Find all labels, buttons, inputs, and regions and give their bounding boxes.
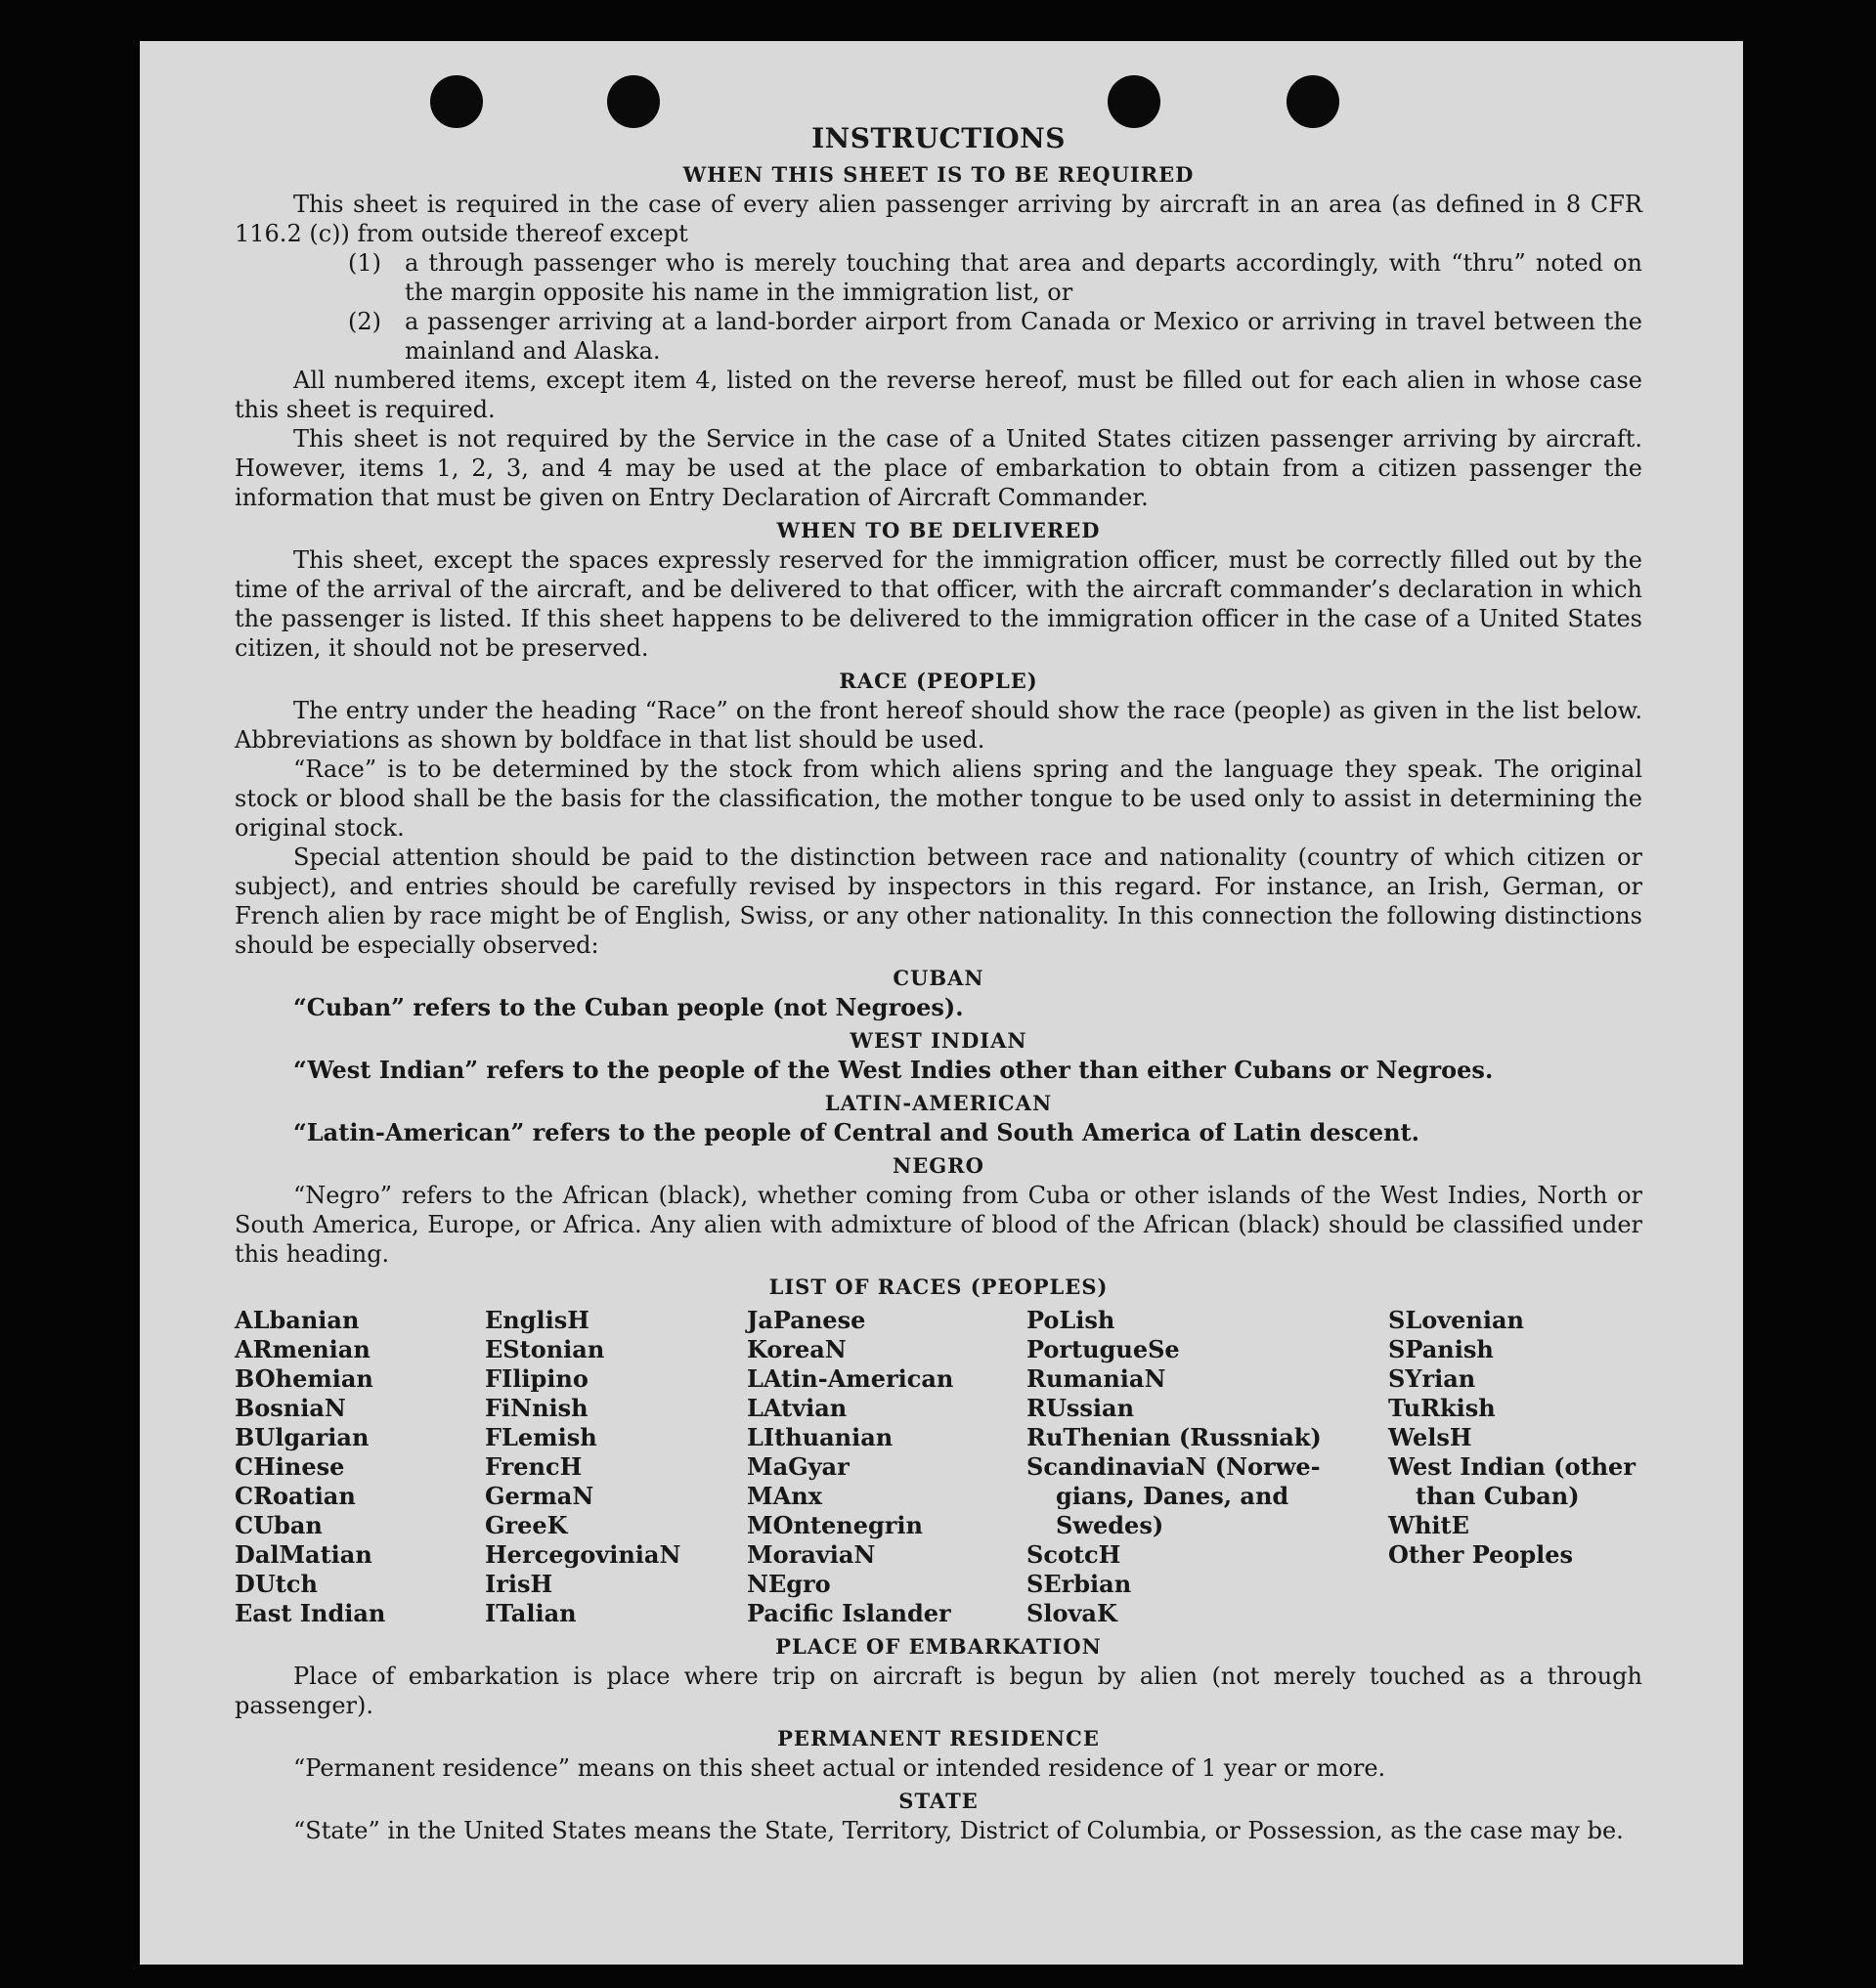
list-item <box>348 307 1642 366</box>
race-entry: ScandinaviaN (Norwe- <box>1026 1452 1321 1481</box>
section-race <box>235 667 1642 960</box>
section-heading: WEST INDIAN <box>850 1028 1027 1053</box>
race-entry: ScotcH <box>1026 1540 1121 1569</box>
race-entry: gians, Danes, and <box>1056 1482 1289 1510</box>
race-entry: ITalian <box>485 1599 577 1627</box>
race-entry: BUlgarian <box>235 1423 370 1451</box>
paragraph: “Latin-American” refers to the people of Central and South America of Latin descent. <box>293 1118 1419 1146</box>
item-text: a passenger arriving at a land-border airport from Canada or Mexico or arriving in travel between the mainland and Alaska. <box>405 308 1642 365</box>
section-heading: PLACE OF EMBARKATION <box>775 1634 1102 1659</box>
paragraph: “State” in the United States means the State, Territory, District of Columbia, or Possession, as the case may be. <box>293 1817 1624 1844</box>
race-entry: CUban <box>235 1511 323 1539</box>
race-entry: FrencH <box>485 1452 583 1481</box>
section-heading: WHEN THIS SHEET IS TO BE REQUIRED <box>682 162 1195 187</box>
punch-hole <box>1287 75 1339 128</box>
section-heading: LIST OF RACES (PEOPLES) <box>768 1275 1109 1299</box>
paragraph: “Negro” refers to the African (black), whether coming from Cuba or other islands of the West Indies, North or South America, Europe, or Africa. Any alien with admixture of blood of the African (black) should be classified under this heading. <box>235 1182 1642 1268</box>
section-heading: CUBAN <box>893 966 984 990</box>
race-entry: FiNnish <box>485 1394 589 1422</box>
punch-hole <box>607 75 660 128</box>
section-permanent-residence <box>235 1724 1642 1783</box>
paragraph: Place of embarkation is place where trip on aircraft is begun by alien (not merely touched as a through passenger). <box>235 1663 1642 1719</box>
race-entry: SErbian <box>1026 1570 1132 1598</box>
race-entry: LAtvian <box>747 1394 848 1422</box>
section-latin-american <box>235 1089 1642 1147</box>
section-state <box>235 1787 1642 1845</box>
paragraph: “Race” is to be determined by the stock from which aliens spring and the language they speak. The original stock or blood shall be the basis for the classification, the mother tongue to be used only to assist in determining the original stock. <box>235 756 1642 842</box>
section-heading: RACE (PEOPLE) <box>839 669 1038 693</box>
item-text: a through passenger who is merely touching that area and departs accordingly, with “thru” noted on the margin opposite his name in the immigration list, or <box>405 249 1642 306</box>
race-entry: WhitE <box>1388 1511 1469 1539</box>
section-heading: PERMANENT RESIDENCE <box>777 1726 1100 1750</box>
race-entry: Swedes) <box>1056 1511 1164 1539</box>
race-entry: LIthuanian <box>747 1423 894 1451</box>
race-entry: CHinese <box>235 1452 345 1481</box>
section-negro <box>235 1151 1642 1269</box>
race-entry: DalMatian <box>235 1540 372 1569</box>
item-number: (1) <box>348 249 381 277</box>
race-entry: EnglisH <box>485 1306 589 1334</box>
race-column <box>747 1306 1026 1628</box>
race-entry: WelsH <box>1388 1423 1472 1451</box>
race-entry: CRoatian <box>235 1482 356 1510</box>
race-entry: BOhemian <box>235 1364 373 1393</box>
race-entry: than Cuban) <box>1416 1482 1580 1510</box>
race-entry: EStonian <box>485 1335 605 1363</box>
race-entry: RUssian <box>1026 1394 1135 1422</box>
list-item <box>348 248 1642 307</box>
punch-hole <box>430 75 483 128</box>
instructions-body <box>235 121 1642 1845</box>
race-entry: MAnx <box>747 1482 822 1510</box>
race-entry: HercegoviniaN <box>485 1540 681 1569</box>
race-entry: SYrian <box>1388 1364 1476 1393</box>
paragraph: “Permanent residence” means on this sheet actual or intended residence of 1 year or more. <box>293 1754 1386 1782</box>
race-entry: MoraviaN <box>747 1540 876 1569</box>
race-entry: SlovaK <box>1026 1599 1117 1627</box>
section-when-delivered <box>235 516 1642 663</box>
section-when-required <box>235 160 1642 512</box>
race-entry: Other Peoples <box>1388 1540 1574 1569</box>
race-entry: ARmenian <box>235 1335 371 1363</box>
paragraph: “Cuban” refers to the Cuban people (not Negroes). <box>293 993 964 1021</box>
race-entry: DUtch <box>235 1570 318 1598</box>
race-entry: MOntenegrin <box>747 1511 923 1539</box>
race-entry: NEgro <box>747 1570 831 1598</box>
race-list-table <box>235 1306 1642 1628</box>
section-heading: STATE <box>898 1789 979 1813</box>
race-entry: SLovenian <box>1388 1306 1524 1334</box>
document-title: INSTRUCTIONS <box>811 122 1066 154</box>
race-entry: GreeK <box>485 1511 568 1539</box>
race-entry: GermaN <box>485 1482 594 1510</box>
race-entry: MaGyar <box>747 1452 850 1481</box>
paragraph: The entry under the heading “Race” on the front hereof should show the race (people) as given in the list below. Abbreviations as shown by boldface in that list should be used. <box>235 697 1642 754</box>
section-cuban <box>235 964 1642 1022</box>
race-entry: RumaniaN <box>1026 1364 1166 1393</box>
race-entry: JaPanese <box>747 1306 866 1334</box>
race-column <box>235 1306 485 1628</box>
section-place-of-embarkation <box>235 1632 1642 1720</box>
section-heading: NEGRO <box>893 1153 984 1178</box>
race-column <box>1388 1306 1642 1628</box>
race-entry: West Indian (other <box>1388 1452 1636 1481</box>
paragraph: This sheet is not required by the Service in the case of a United States citizen passenger arriving by aircraft. However, items 1, 2, 3, and 4 may be used at the place of embarkation to obtain from a citizen passenger the information that must be given on Entry Declaration of Aircraft Commander. <box>235 425 1642 511</box>
paragraph: This sheet is required in the case of every alien passenger arriving by aircraft in an area (as defined in 8 CFR 116.2 (c)) from outside thereof except <box>235 191 1642 247</box>
race-column <box>485 1306 747 1628</box>
race-entry: LAtin-American <box>747 1364 954 1393</box>
paragraph: Special attention should be paid to the distinction between race and nationality (country of which citizen or subject), and entries should be carefully revised by inspectors in this regard. For instance, an Irish, German, or French alien by race might be of English, Swiss, or any other nationality. In this connection the following distinctions should be especially observed: <box>235 843 1642 959</box>
paragraph: “West Indian” refers to the people of the West Indies other than either Cubans or Negroes. <box>293 1056 1494 1084</box>
race-column <box>1026 1306 1388 1628</box>
race-entry: PoLish <box>1026 1306 1115 1334</box>
section-heading: WHEN TO BE DELIVERED <box>776 518 1101 542</box>
race-entry: ALbanian <box>235 1306 360 1334</box>
punch-hole <box>1108 75 1160 128</box>
section-heading: LATIN-AMERICAN <box>824 1091 1053 1115</box>
race-entry: East Indian <box>235 1599 386 1627</box>
race-entry: SPanish <box>1388 1335 1494 1363</box>
race-entry: FLemish <box>485 1423 597 1451</box>
paragraph: All numbered items, except item 4, listed on the reverse hereof, must be filled out for each alien in whose case this sheet is required. <box>235 367 1642 423</box>
document-sheet <box>140 41 1743 1965</box>
race-entry: BosniaN <box>235 1394 346 1422</box>
section-race-list <box>235 1273 1642 1628</box>
section-west-indian <box>235 1026 1642 1085</box>
race-entry: KoreaN <box>747 1335 847 1363</box>
race-entry: Pacific Islander <box>747 1599 951 1627</box>
item-number: (2) <box>348 308 381 335</box>
race-entry: PortugueSe <box>1026 1335 1180 1363</box>
race-entry: IrisH <box>485 1570 553 1598</box>
race-entry: FIlipino <box>485 1364 589 1393</box>
race-entry: TuRkish <box>1388 1394 1496 1422</box>
race-entry: RuThenian (Russniak) <box>1026 1423 1322 1451</box>
paragraph: This sheet, except the spaces expressly reserved for the immigration officer, must be correctly filled out by the time of the arrival of the aircraft, and be delivered to that officer, with the aircraft commander’s declaration in which the passenger is listed. If this sheet happens to be delivered to the immigration officer in the case of a United States citizen, it should not be preserved. <box>235 546 1642 662</box>
